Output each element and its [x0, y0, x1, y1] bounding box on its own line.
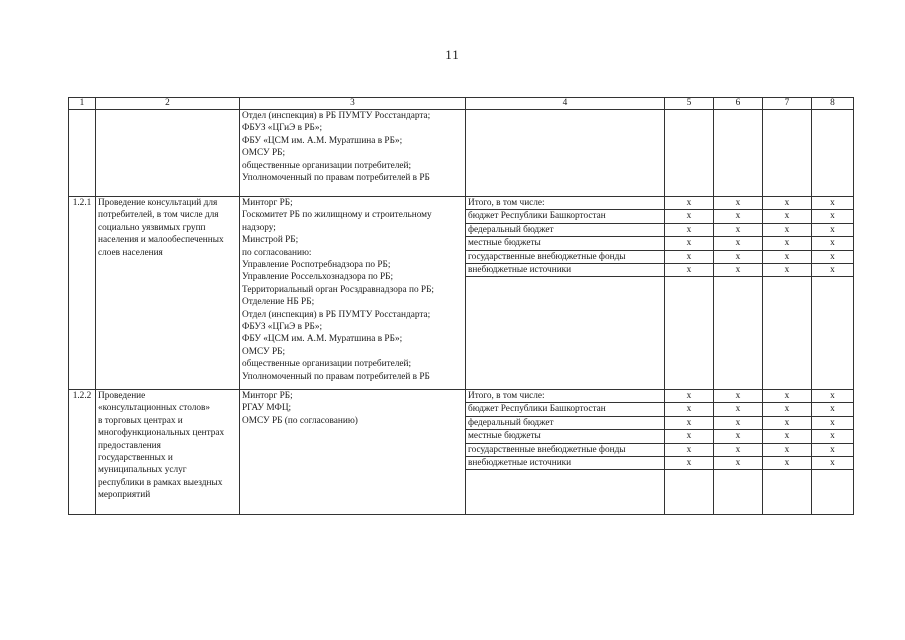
- funding-value: x: [812, 197, 854, 210]
- funding-source: Итого, в том числе:: [466, 390, 665, 403]
- executor-line: Минторг РБ;: [242, 198, 293, 208]
- executor-line: общественные организации потребителей;: [242, 359, 412, 370]
- funding-source: государственные внебюджетные фонды: [466, 443, 665, 456]
- executor-line: Минстрой РБ;: [242, 235, 299, 246]
- title-line: Проведение: [98, 391, 146, 402]
- funding-value: x: [665, 430, 714, 443]
- column-header: 1: [69, 98, 96, 110]
- funding-source: Итого, в том числе:: [466, 197, 665, 210]
- column-header: 6: [714, 98, 763, 110]
- title-line: «консультационных столов»: [98, 403, 211, 414]
- funding-value: x: [665, 403, 714, 416]
- executor-line: надзору;: [242, 222, 276, 233]
- executors-cell: [240, 197, 466, 390]
- funding-value: x: [714, 390, 763, 403]
- funding-value: x: [812, 403, 854, 416]
- executor-line: ФБУ «ЦСМ им. А.М. Муратшина в РБ»;: [242, 135, 403, 146]
- executor-line: ФБУЗ «ЦГиЭ в РБ»;: [242, 123, 323, 134]
- funding-value: x: [812, 390, 854, 403]
- funding-value: x: [763, 264, 812, 277]
- title-line: многофункциональных центрах: [98, 428, 225, 439]
- executor-line: Территориальный орган Росздравнадзора по РБ;: [242, 284, 435, 295]
- column-header: 5: [665, 98, 714, 110]
- funding-value: x: [763, 457, 812, 470]
- funding-value: x: [763, 443, 812, 456]
- title-line: в торговых центрах и: [98, 415, 183, 426]
- funding-value: x: [812, 430, 854, 443]
- funding-source: федеральный бюджет: [466, 223, 665, 236]
- funding-value: x: [763, 223, 812, 236]
- measure-title: [96, 197, 240, 390]
- funding-value: x: [665, 443, 714, 456]
- funding-value: x: [665, 237, 714, 250]
- funding-value: x: [714, 457, 763, 470]
- funding-value: x: [812, 250, 854, 263]
- funding-value: x: [763, 430, 812, 443]
- funding-value: x: [763, 390, 812, 403]
- funding-value: x: [665, 223, 714, 236]
- executor-line: Отдел (инспекция) в РБ ПУМТУ Росстандарта;: [242, 111, 431, 121]
- executor-line: ОМСУ РБ;: [242, 346, 286, 357]
- title-line: слоев населения: [98, 247, 163, 258]
- executor-line: РГАУ МФЦ;: [242, 403, 292, 414]
- funding-row: [69, 197, 854, 210]
- executor-line: Отделение НБ РБ;: [242, 297, 315, 308]
- column-header: 2: [96, 98, 240, 110]
- funding-value: x: [665, 264, 714, 277]
- executor-line: Уполномоченный по правам потребителей в РБ: [242, 173, 430, 184]
- measure-number: 1.2.1: [69, 197, 96, 390]
- funding-value: x: [763, 210, 812, 223]
- funding-value: x: [763, 250, 812, 263]
- executor-line: Уполномоченный по правам потребителей в РБ: [242, 371, 430, 382]
- executor-line: ОМСУ РБ;: [242, 148, 286, 159]
- funding-value: x: [812, 443, 854, 456]
- funding-row: [69, 390, 854, 403]
- funding-source: местные бюджеты: [466, 430, 665, 443]
- funding-value: x: [763, 237, 812, 250]
- funding-value: x: [812, 264, 854, 277]
- title-line: муниципальных услуг: [98, 465, 187, 476]
- executor-line: Минторг РБ;: [242, 391, 293, 402]
- funding-value: x: [714, 197, 763, 210]
- funding-value: x: [665, 416, 714, 429]
- executors-cell: [240, 110, 466, 197]
- funding-value: x: [714, 416, 763, 429]
- executor-line: ФБУЗ «ЦГиЭ в РБ»;: [242, 322, 323, 333]
- page-number: 11: [445, 47, 460, 62]
- continuation-row: [69, 110, 854, 197]
- title-line: предоставления: [98, 440, 161, 451]
- executors-cell: [240, 390, 466, 515]
- funding-value: x: [714, 430, 763, 443]
- funding-value: x: [812, 223, 854, 236]
- funding-value: x: [812, 210, 854, 223]
- funding-value: x: [763, 403, 812, 416]
- executor-line: общественные организации потребителей;: [242, 160, 412, 171]
- measure-title: [96, 390, 240, 515]
- funding-value: x: [665, 197, 714, 210]
- executor-line: Управление Роспотребнадзора по РБ;: [242, 260, 391, 271]
- funding-value: x: [812, 237, 854, 250]
- executor-line: Госкомитет РБ по жилищному и строительному: [242, 210, 432, 221]
- funding-value: x: [714, 443, 763, 456]
- funding-value: x: [714, 210, 763, 223]
- title-line: республики в рамках выездных: [98, 477, 223, 488]
- funding-value: x: [665, 457, 714, 470]
- column-header: 3: [240, 98, 466, 110]
- title-line: потребителей, в том числе для: [98, 210, 219, 221]
- title-line: мероприятий: [98, 490, 151, 501]
- funding-source: бюджет Республики Башкортостан: [466, 210, 665, 223]
- title-line: населения и малообеспеченных: [98, 235, 224, 246]
- executor-line: ОМСУ РБ (по согласованию): [242, 415, 358, 426]
- funding-source: государственные внебюджетные фонды: [466, 250, 665, 263]
- funding-source: внебюджетные источники: [466, 264, 665, 277]
- column-header: 8: [812, 98, 854, 110]
- funding-value: x: [714, 223, 763, 236]
- measure-number: 1.2.2: [69, 390, 96, 515]
- column-header: 7: [763, 98, 812, 110]
- funding-value: x: [763, 416, 812, 429]
- funding-value: x: [812, 457, 854, 470]
- funding-value: x: [665, 390, 714, 403]
- title-line: Проведение консультаций для: [98, 198, 218, 208]
- column-header: 4: [466, 98, 665, 110]
- funding-value: x: [665, 210, 714, 223]
- funding-source: бюджет Республики Башкортостан: [466, 403, 665, 416]
- funding-value: x: [714, 250, 763, 263]
- executor-line: ФБУ «ЦСМ им. А.М. Муратшина в РБ»;: [242, 334, 403, 345]
- executor-line: по согласованию:: [242, 247, 312, 258]
- funding-value: x: [714, 237, 763, 250]
- executor-line: Управление Россельхознадзора по РБ;: [242, 272, 394, 283]
- funding-source: местные бюджеты: [466, 237, 665, 250]
- funding-value: x: [812, 416, 854, 429]
- title-line: социально уязвимых групп: [98, 222, 206, 233]
- program-table: [68, 97, 854, 515]
- funding-source: внебюджетные источники: [466, 457, 665, 470]
- column-number-header: [69, 98, 854, 110]
- funding-source: федеральный бюджет: [466, 416, 665, 429]
- funding-value: x: [714, 403, 763, 416]
- funding-value: x: [665, 250, 714, 263]
- funding-value: x: [763, 197, 812, 210]
- title-line: государственных и: [98, 453, 173, 464]
- funding-value: x: [714, 264, 763, 277]
- executor-line: Отдел (инспекция) в РБ ПУМТУ Росстандарта;: [242, 309, 431, 320]
